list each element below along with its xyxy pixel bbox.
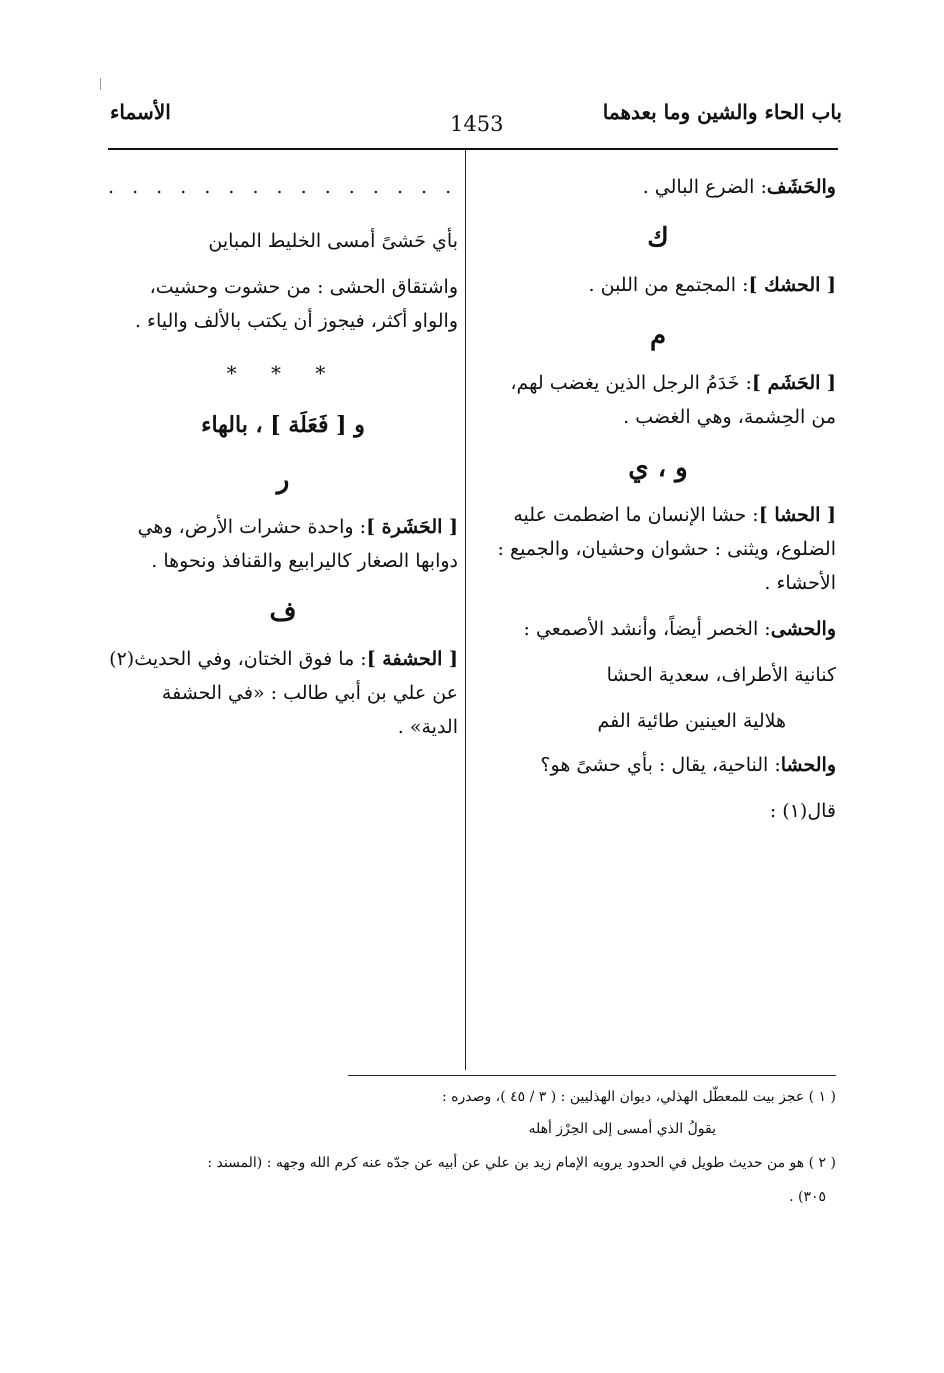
footnote-2-continuation: ٣٠٥) . [789,1189,826,1205]
entry-definition: : الضرع البالي . [642,176,767,198]
entry-hasha-side [480,748,836,782]
footnote-rule [348,1075,836,1076]
entry-headword: [ الحشفة ] [366,648,458,670]
entry-hashk [480,268,836,302]
entry-definition: : حشا الإنسان ما اضطمت عليه الضلوع، ويثنى : حشوان وحشيان، والجميع : الأحشاء . [497,504,836,594]
column-divider [465,150,466,1070]
entry-headword: [ الحَشَم ] [751,372,836,394]
footnote-1: ( ١ ) عجز بيت للمعطّل الهذلي، ديوان الهذليين : ( ٣ / ٤٥ )، وصدره : [441,1089,836,1105]
etymology-paragraph: واشتقاق الحشى : من حشوت وحشيت، والواو أكثر، فيجوز أن يكتب بالألف والياء . [134,276,458,332]
section-letter-ra: ر [276,465,290,495]
running-header-chapter: باب الحاء والشين وما بعدهما [602,100,842,124]
ellipsis-line: . . . . . . . . . . . . . . . [108,176,458,198]
entry-headword: [ الحشك ] [748,274,836,296]
entry-definition: : ما فوق الختان، وفي الحديث(٢) عن علي بن أبي طالب : «في الحشفة الدية» . [109,648,458,738]
poem-line-1: كنانية الأطراف، سعدية الحشا [606,664,836,686]
entry-hasha-waist [480,612,836,646]
section-letter-fa: ف [269,597,297,627]
entry-definition: : المجتمع من اللبن . [588,274,749,296]
entry-hasha [480,498,836,600]
quote-intro: قال(١) : [769,800,836,822]
entry-hashafa [108,642,458,744]
section-letter-kaf: ك [647,223,669,253]
footnote-2: ( ٢ ) هو من حديث طويل في الحدود يرويه الإمام زيد بن علي عن أبيه عن جدّه عنه كرم الله وجهه : (المسند : [207,1155,836,1171]
entry-definition: : خَدَمُ الرجل الذين يغضب لهم، من الحِشمة، وهي الغضب . [510,372,836,428]
entry-definition: : الناحية، يقال : بأي حشىً هو؟ [540,754,781,776]
running-header-section: الأسماء [110,100,171,124]
entry-headword: [ الحشا ] [758,504,836,526]
poem-line: بأي حَشىً أمسى الخليط المباين [208,230,458,252]
entry-headword: والحشا [780,754,836,776]
entry-headword: [ الحَشَرة ] [366,516,458,538]
left-column [108,170,458,756]
entry-headword: والحَشَف [766,176,836,198]
section-separator-stars: * * * [226,361,340,385]
entry-headword: والحشى [770,618,836,640]
footnote-1-verse: يقولُ الذي أمسى إلى الحِرْز أهله [528,1121,716,1137]
page-number: 1453 [450,112,504,136]
poem-line-2: هلالية العينين طائية الفم [597,710,786,732]
subsection-heading: و [ فَعَلَة ] ، بالهاء [201,412,365,438]
right-column [480,170,836,828]
entry-definition: : واحدة حشرات الأرض، وهي دوابها الصغار كاليرابيع والقنافذ ونحوها . [137,516,458,572]
header-rule [108,148,838,150]
entry-definition: : الخصر أيضاً، وأنشد الأصمعي : [523,618,771,640]
scan-mark [100,78,101,90]
section-letter-mim: م [649,321,667,351]
entry-hasham [480,366,836,434]
entry-hashaf [480,170,836,204]
entry-hashara [108,510,458,578]
section-letter-waw-ya: و ، ي [628,453,688,483]
